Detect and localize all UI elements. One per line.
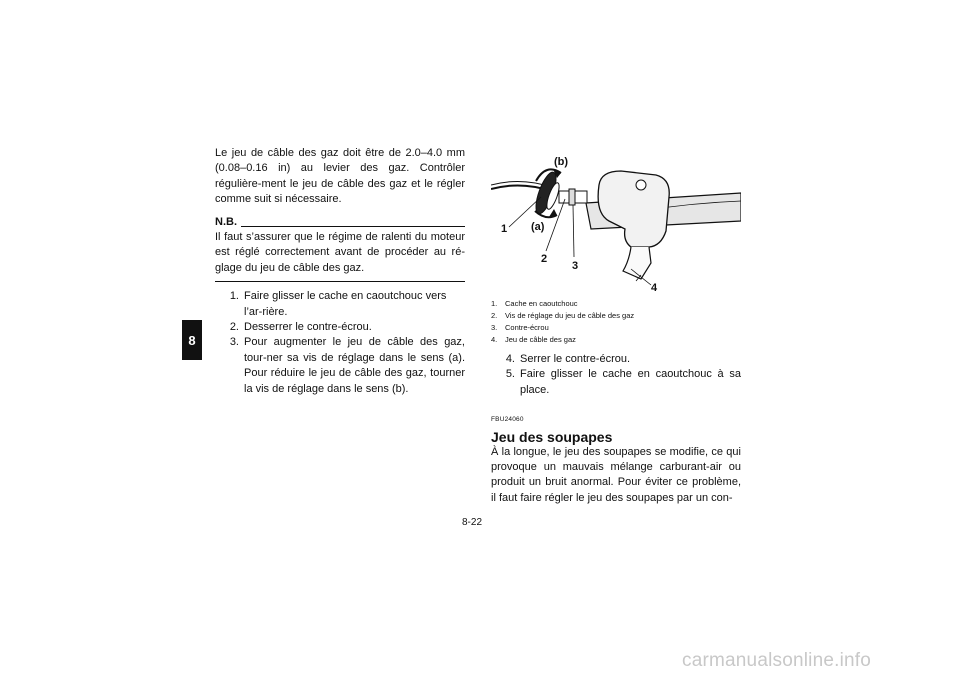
caption-text: Contre-écrou bbox=[505, 323, 549, 332]
caption-item bbox=[491, 322, 741, 334]
callout-1: 1 bbox=[501, 223, 508, 235]
caption-number: 4. bbox=[491, 335, 498, 344]
step-text: Faire glisser le cache en caoutchouc vers l’ar-rière. bbox=[244, 290, 447, 318]
page-number: 8-22 bbox=[462, 517, 483, 528]
step-text: Pour augmenter le jeu de câble des gaz, tour-ner sa vis de réglage dans le sens (a). Pour réduire le jeu de câble des gaz, tourner la vis de réglage dans le sens (b). bbox=[244, 336, 465, 395]
chapter-tab: 8 bbox=[182, 320, 202, 360]
step-item bbox=[215, 335, 465, 397]
step-item bbox=[215, 289, 465, 320]
section-code: FBU24060 bbox=[491, 416, 524, 424]
note-block bbox=[215, 215, 465, 283]
caption-number: 2. bbox=[491, 311, 498, 320]
note-rule bbox=[241, 226, 465, 227]
figure-caption bbox=[491, 298, 741, 346]
throttle-cable-figure bbox=[491, 151, 741, 296]
step-text: Desserrer le contre-écrou. bbox=[244, 321, 372, 334]
caption-number: 1. bbox=[491, 299, 498, 308]
watermark: carmanualsonline.info bbox=[682, 650, 872, 671]
section-paragraph: À la longue, le jeu des soupapes se modifie, ce qui provoque un mauvais mélange carburant-air ou produit un bruit anormal. Pour éviter ce problème, il faut faire régler le jeu des soupapes par un con- bbox=[491, 445, 741, 504]
step-item bbox=[491, 367, 741, 398]
left-column bbox=[215, 146, 465, 397]
locknut bbox=[569, 189, 575, 205]
caption-item bbox=[491, 334, 741, 346]
right-column bbox=[491, 298, 741, 506]
step-number: 5. bbox=[505, 368, 515, 381]
callout-4: 4 bbox=[651, 282, 658, 294]
steps-list-right bbox=[491, 352, 741, 398]
intro-paragraph: Le jeu de câble des gaz doit être de 2.0–4.0 mm (0.08–0.16 in) au levier des gaz. Contrôler régulière-ment le jeu de câble des gaz et le régler comme suit si nécessaire. bbox=[215, 147, 465, 206]
housing-screw bbox=[636, 180, 646, 190]
step-number: 3. bbox=[229, 336, 239, 349]
caption-text: Cache en caoutchouc bbox=[505, 299, 578, 308]
callout-b: (b) bbox=[554, 156, 569, 168]
callout-a: (a) bbox=[531, 221, 545, 233]
callout-2: 2 bbox=[541, 253, 548, 265]
step-text: Serrer le contre-écrou. bbox=[520, 353, 631, 365]
step-text: Faire glisser le cache en caoutchouc à sa place. bbox=[520, 368, 741, 396]
caption-text: Jeu de câble des gaz bbox=[505, 335, 576, 344]
step-number: 1. bbox=[229, 290, 239, 303]
note-label: N.B. bbox=[215, 215, 237, 228]
note-text: Il faut s’assurer que le régime de ralenti du moteur est réglé correctement avant de procéder au ré-glage du jeu de câble des gaz. bbox=[215, 231, 465, 274]
step-item bbox=[215, 320, 465, 335]
caption-item bbox=[491, 298, 741, 310]
caption-number: 3. bbox=[491, 323, 498, 332]
caption-item bbox=[491, 310, 741, 322]
note-header bbox=[215, 215, 465, 230]
note-end-rule bbox=[215, 281, 465, 282]
caption-text: Vis de réglage du jeu de câble des gaz bbox=[505, 311, 635, 320]
steps-list-left bbox=[215, 289, 465, 397]
callout-3: 3 bbox=[572, 260, 579, 272]
step-item bbox=[491, 352, 741, 367]
section-title: Jeu des soupapes bbox=[491, 428, 613, 445]
step-number: 2. bbox=[229, 321, 239, 334]
step-number: 4. bbox=[505, 353, 515, 365]
